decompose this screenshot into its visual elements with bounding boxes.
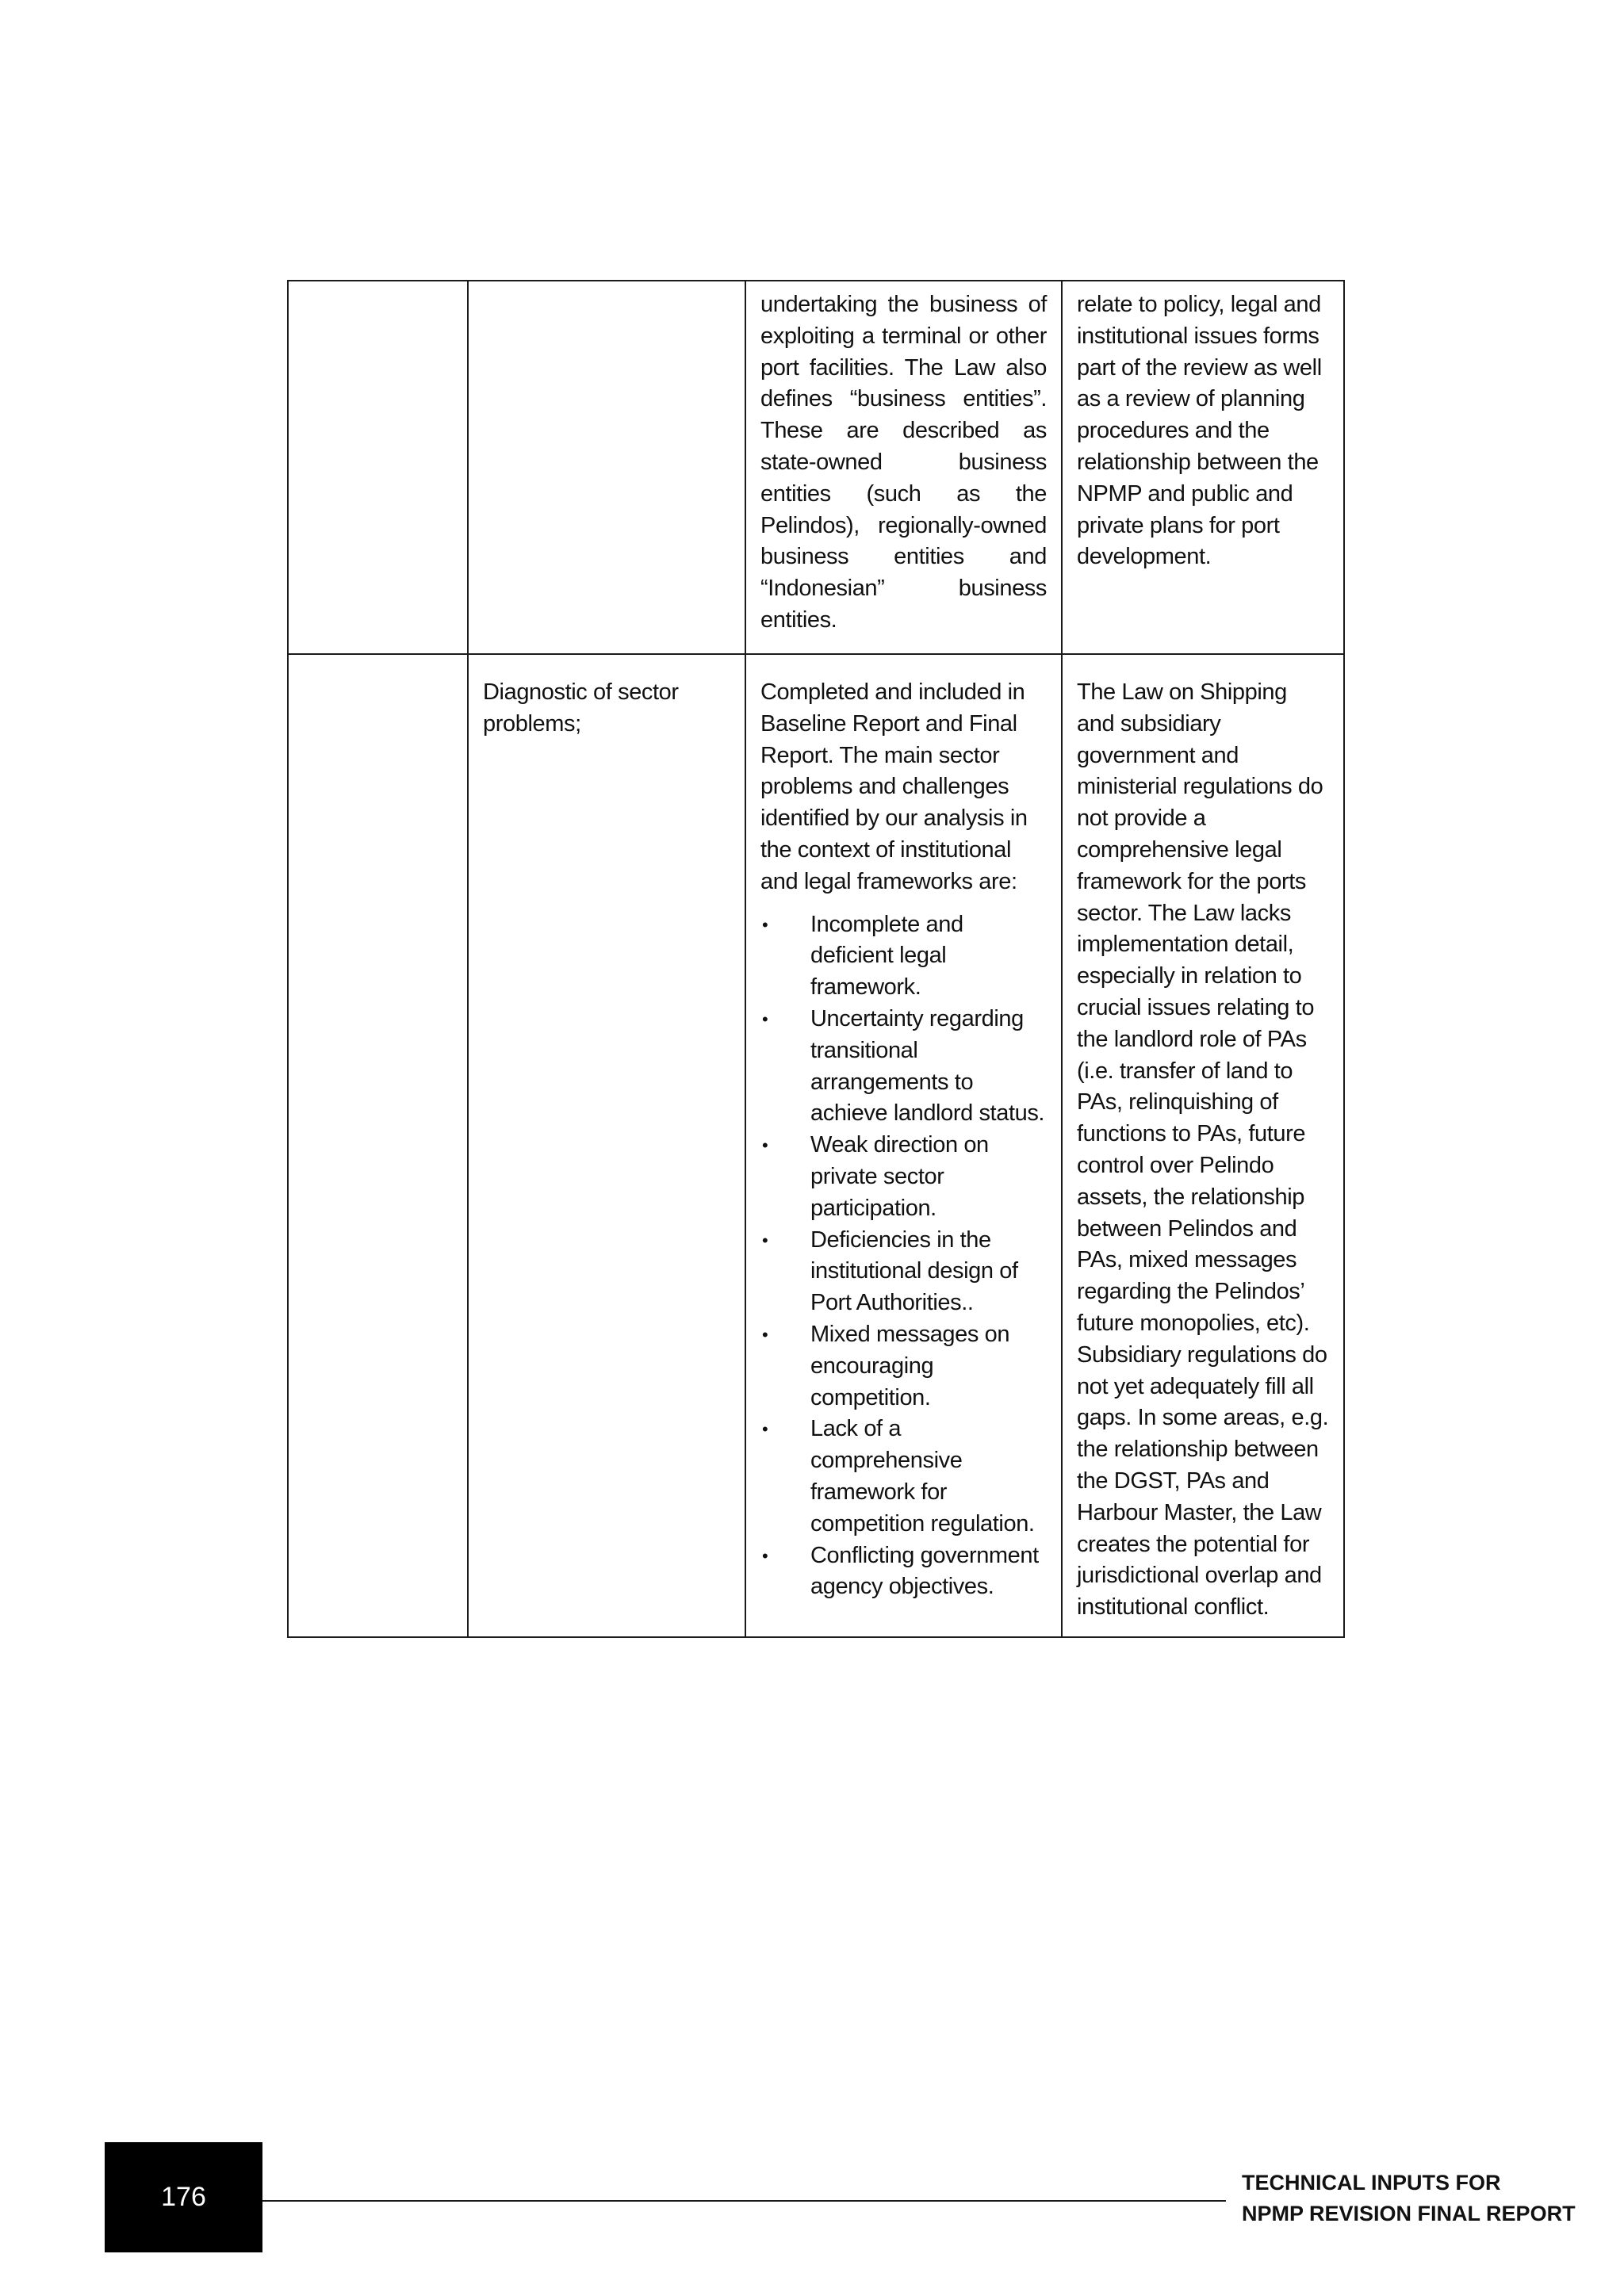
bullet-icon: •: [762, 1008, 768, 1029]
table-row: [288, 281, 1344, 654]
bullet-icon: •: [762, 1230, 768, 1250]
list-item-text: Weak direction on private sector participation.: [810, 1132, 989, 1221]
list-item-text: Lack of a comprehensive framework for competition regulation.: [810, 1416, 1035, 1536]
list-item-text: Conflicting government agency objectives.: [810, 1542, 1039, 1600]
list-item-text: Deficiencies in the institutional design of Port Authorities..: [810, 1226, 1018, 1316]
bullet-icon: •: [762, 1135, 768, 1156]
table-cell-empty: [468, 281, 745, 654]
table-cell-description: [745, 654, 1062, 1637]
list-item: [760, 1540, 1047, 1604]
list-item-text: Incomplete and deficient legal framework.: [810, 911, 963, 1001]
list-item-text: Mixed messages on encouraging competition.: [810, 1321, 1010, 1410]
list-item-text: Uncertainty regarding transitional arrangements to achieve landlord status.: [810, 1005, 1045, 1127]
list-item: [760, 1225, 1047, 1319]
description-intro: Completed and included in Baseline Report and Final Report. The main sector problems and challenges identified by our analysis in the context of institutional and legal frameworks are:: [760, 679, 1028, 894]
table-cell-description: undertaking the business of exploiting a terminal or other port facilities. The Law also defines “business entities”. These are described as state-owned business entities (such as the Pelindos), regionally-owned business entities and “Indonesian” business entities.: [745, 281, 1062, 654]
page-number: 176: [161, 2182, 206, 2212]
table-cell-comment: relate to policy, legal and institutional issues forms part of the review as well as a review of planning procedures and the relationship between the NPMP and public and private plans for port development.: [1062, 281, 1344, 654]
footer-report-title: [1242, 2168, 1576, 2229]
bullet-icon: •: [762, 1419, 768, 1440]
table-cell-empty: [288, 281, 468, 654]
list-item: [760, 1414, 1047, 1540]
list-item: [760, 1130, 1047, 1224]
table-cell-comment: The Law on Shipping and subsidiary government and ministerial regulations do not provide a comprehensive legal framework for the ports sector. The Law lacks implementation detail, especially in relation to crucial issues relating to the landlord role of PAs (i.e. transfer of land to PAs, relinquishing of functions to PAs, future control over Pelindo assets, the relationship between Pelindos and PAs, mixed messages regarding the Pelindos’ future monopolies, etc). Subsidiary regulations do not yet adequately fill all gaps. In some areas, e.g. the relationship between the DGST, PAs and Harbour Master, the Law creates the potential for jurisdictional overlap and institutional conflict.: [1062, 654, 1344, 1637]
page-number-box: [105, 2142, 262, 2252]
list-item: [760, 1004, 1047, 1130]
bullet-icon: •: [762, 1324, 768, 1345]
footer-title-line-2: NPMP REVISION FINAL REPORT: [1242, 2202, 1576, 2225]
footer-divider: [262, 2200, 1226, 2202]
list-item: [760, 1319, 1047, 1414]
bullet-icon: •: [762, 914, 768, 935]
content-table: [287, 280, 1345, 1638]
problem-list: [760, 909, 1047, 1604]
table-cell-task: Diagnostic of sector problems;: [468, 654, 745, 1637]
list-item: [760, 909, 1047, 1004]
table-row: [288, 654, 1344, 1637]
bullet-icon: •: [762, 1545, 768, 1566]
table-cell-empty: [288, 654, 468, 1637]
footer-title-line-1: TECHNICAL INPUTS FOR: [1242, 2171, 1501, 2195]
